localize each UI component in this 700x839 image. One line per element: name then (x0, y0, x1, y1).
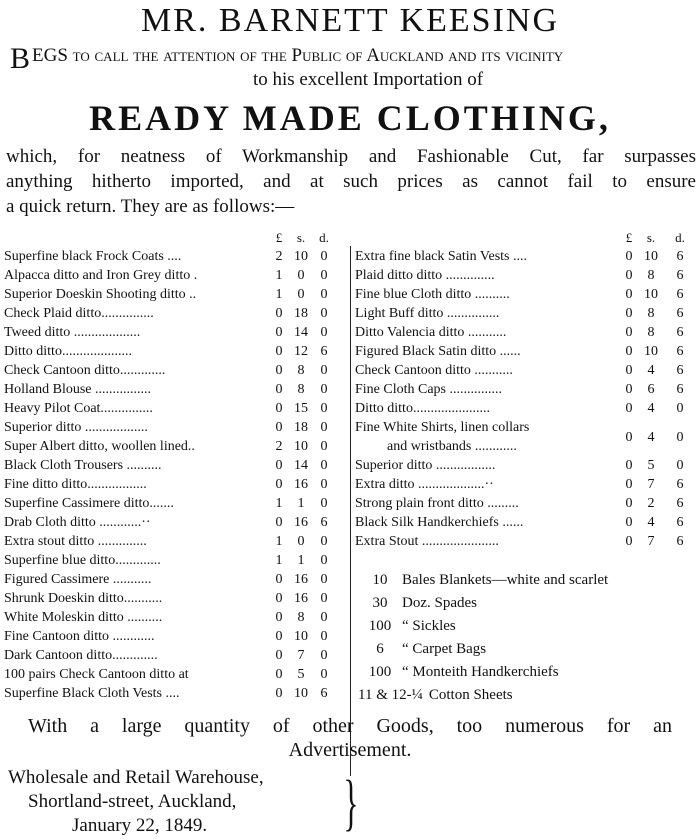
price-pounds: 0 (625, 363, 633, 378)
item-name (355, 304, 620, 323)
price-shillings: 12 (294, 344, 308, 359)
price-pence: 0 (320, 591, 328, 606)
item-name (4, 589, 270, 608)
price-shillings: 10 (294, 629, 308, 644)
item-name-text: Ditto ditto...................... (355, 401, 490, 416)
item-name-text: Superior ditto ................. (355, 458, 496, 473)
item-name (355, 475, 620, 494)
price-pounds: 0 (625, 306, 633, 321)
price-shillings: 18 (294, 420, 308, 435)
item-name-text: Extra stout ditto .............. (4, 534, 147, 549)
item-name (4, 399, 270, 418)
price-pounds: 2 (275, 249, 283, 264)
price-shillings: 4 (647, 515, 655, 530)
header-pounds: £ (625, 230, 633, 245)
footer-note (0, 714, 700, 762)
price-pence: 0 (320, 363, 328, 378)
item-name-text: Black Silk Handkerchiefs ...... (355, 515, 524, 530)
price-pounds: 0 (625, 325, 633, 340)
price-pence: 0 (320, 458, 328, 473)
description-line: a quick return. They are as follows:— (6, 196, 295, 217)
price-shillings: 7 (647, 534, 655, 549)
price-pounds: 0 (275, 344, 283, 359)
price-shillings: 15 (294, 401, 308, 416)
price-shillings: 16 (294, 572, 308, 587)
price-pounds: 0 (625, 249, 633, 264)
item-name-text: Fine Cloth Caps ............... (355, 382, 503, 397)
headline: READY MADE CLOTHING, (89, 98, 611, 138)
price-shillings: 10 (294, 249, 308, 264)
price-pounds: 0 (275, 629, 283, 644)
price-shillings: 4 (647, 429, 655, 445)
item-name-text: White Moleskin ditto .......... (4, 610, 163, 625)
price-shillings: 0 (297, 534, 305, 549)
left-price-table (4, 228, 334, 703)
item-name (355, 513, 620, 532)
price-pence: 6 (676, 477, 684, 492)
footer-line-2: Advertisement. (288, 739, 412, 761)
price-pounds: 0 (275, 325, 283, 340)
item-name (4, 437, 270, 456)
item-name (4, 380, 270, 399)
item-name-text: Fine ditto ditto................. (4, 477, 147, 492)
price-pence: 0 (320, 249, 328, 264)
item-name (355, 494, 620, 513)
price-row (4, 456, 334, 475)
item-name (4, 646, 270, 665)
item-name-text: Extra Stout ...................... (355, 534, 499, 549)
price-row (4, 380, 334, 399)
goods-quantity: 6 (376, 641, 384, 657)
price-pounds: 1 (275, 496, 283, 511)
item-name (355, 399, 620, 418)
price-pounds: 0 (625, 515, 633, 530)
goods-quantity: 30 (372, 595, 388, 611)
footer-line-1: With a large quantity of other Goods, too numerous for an (28, 715, 672, 737)
price-pounds: 0 (275, 477, 283, 492)
item-name (4, 684, 270, 703)
price-row (355, 266, 696, 285)
price-pounds: 1 (275, 534, 283, 549)
price-shillings: 8 (647, 325, 655, 340)
price-row (355, 494, 696, 513)
price-pounds: 0 (625, 401, 633, 416)
advertiser-title: MR. BARNETT KEESING (141, 2, 559, 39)
price-pence: 0 (320, 667, 328, 682)
price-shillings: 10 (644, 287, 658, 302)
item-name (4, 551, 270, 570)
item-name (4, 266, 270, 285)
price-pounds: 0 (625, 268, 633, 283)
price-shillings: 4 (647, 401, 655, 416)
price-pence: 0 (320, 439, 328, 454)
price-pence: 6 (320, 686, 328, 701)
price-row (4, 551, 334, 570)
price-shillings: 5 (647, 458, 655, 473)
price-row (4, 304, 334, 323)
item-name (4, 665, 270, 684)
item-name-text: Superfine blue ditto............. (4, 553, 161, 568)
item-name (4, 456, 270, 475)
goods-line (358, 661, 608, 684)
goods-description: “ Monteith Handkerchiefs (402, 664, 559, 680)
item-name (355, 380, 620, 399)
price-row (4, 646, 334, 665)
goods-description: “ Carpet Bags (402, 641, 487, 657)
price-pence: 6 (676, 306, 684, 321)
price-row (355, 342, 696, 361)
item-name-text: Superfine black Frock Coats .... (4, 249, 182, 264)
price-pounds: 0 (275, 306, 283, 321)
goods-line (358, 684, 608, 707)
price-shillings: 8 (297, 610, 305, 625)
price-pounds: 0 (275, 648, 283, 663)
goods-quantity: 10 (372, 572, 388, 588)
price-pence: 6 (676, 534, 684, 549)
item-name (355, 456, 620, 475)
price-row (4, 665, 334, 684)
item-name (355, 323, 620, 342)
price-pounds: 1 (275, 268, 283, 283)
goods-line (358, 638, 608, 661)
price-shillings: 16 (294, 515, 308, 530)
price-shillings: 8 (297, 363, 305, 378)
header-pence: d. (675, 230, 685, 245)
price-pence: 0 (320, 325, 328, 340)
price-row (355, 456, 696, 475)
goods-quantity: 100 (368, 618, 392, 634)
price-shillings: 4 (647, 363, 655, 378)
price-pence: 0 (320, 306, 328, 321)
price-row (4, 285, 334, 304)
item-name (4, 475, 270, 494)
price-shillings: 8 (647, 306, 655, 321)
price-shillings: 14 (294, 325, 308, 340)
item-name-text: Shrunk Doeskin ditto........... (4, 591, 163, 606)
item-name-text: Holland Blouse ................ (4, 382, 151, 397)
item-name-text: Figured Cassimere ........... (4, 572, 152, 587)
item-name-text: Superior Doeskin Shooting ditto .. (4, 287, 197, 302)
price-pounds: 0 (275, 458, 283, 473)
price-pounds: 2 (275, 439, 283, 454)
price-shillings: 18 (294, 306, 308, 321)
price-shillings: 7 (647, 477, 655, 492)
price-shillings: 0 (297, 287, 305, 302)
price-row (4, 684, 334, 703)
price-pence: 0 (320, 382, 328, 397)
item-name-text: Fine blue Cloth ditto .......... (355, 287, 510, 302)
item-name (355, 285, 620, 304)
brace-symbol: } (343, 769, 359, 837)
item-name-text: Superfine Black Cloth Vests .... (4, 686, 180, 701)
price-shillings: 14 (294, 458, 308, 473)
item-name (355, 532, 620, 551)
price-row (4, 475, 334, 494)
price-pence: 6 (676, 344, 684, 359)
price-pence: 6 (320, 344, 328, 359)
price-row (355, 323, 696, 342)
price-pence: 6 (676, 382, 684, 397)
price-header-row (4, 228, 334, 247)
address-block (8, 766, 264, 838)
price-header-row (355, 228, 696, 247)
item-name (4, 285, 270, 304)
item-name-text: Drab Cloth ditto ............·· (4, 515, 151, 530)
address-line: Wholesale and Retail Warehouse, (8, 767, 264, 788)
price-pounds: 0 (625, 287, 633, 302)
price-pence: 6 (676, 268, 684, 283)
header-spacer (4, 228, 270, 247)
price-shillings: 10 (294, 686, 308, 701)
price-pounds: 0 (625, 429, 633, 445)
price-row (4, 494, 334, 513)
item-name-text: Superfine Cassimere ditto....... (4, 496, 174, 511)
price-row (355, 399, 696, 418)
header-shillings: s. (296, 230, 306, 245)
price-pounds: 0 (625, 458, 633, 473)
price-shillings: 6 (647, 382, 655, 397)
price-pence: 6 (676, 496, 684, 511)
item-name-text: 100 pairs Check Cantoon ditto at (4, 667, 189, 682)
item-name-text: Alpacca ditto and Iron Grey ditto . (4, 268, 198, 283)
price-shillings: 1 (297, 496, 305, 511)
goods-line (358, 592, 608, 615)
price-pounds: 0 (625, 344, 633, 359)
description-line: which, for neatness of Workmanship and Fashionable Cut, far surpasses (6, 146, 696, 167)
item-name-text: and wristbands ............ (387, 439, 517, 454)
price-shillings: 0 (297, 268, 305, 283)
goods-description: Cotton Sheets (428, 687, 513, 703)
price-pence: 0 (320, 268, 328, 283)
price-row (4, 513, 334, 532)
price-pence: 0 (320, 629, 328, 644)
price-shillings: 10 (644, 249, 658, 264)
item-name (4, 532, 270, 551)
item-name (4, 342, 270, 361)
price-pence: 0 (320, 610, 328, 625)
item-name-text: Fine White Shirts, linen collars (355, 420, 530, 435)
price-pence: 6 (320, 515, 328, 530)
price-pence: 0 (320, 477, 328, 492)
item-name-text: Black Cloth Trousers .......... (4, 458, 162, 473)
drop-cap: B (10, 42, 31, 75)
price-row (4, 266, 334, 285)
price-shillings: 8 (647, 268, 655, 283)
price-shillings: 10 (644, 344, 658, 359)
item-name-text: Extra ditto ...................·· (355, 477, 494, 492)
item-name-text: Ditto ditto.................... (4, 344, 132, 359)
item-name (4, 418, 270, 437)
price-row (4, 418, 334, 437)
item-name (4, 627, 270, 646)
price-pence: 0 (320, 287, 328, 302)
price-pence: 6 (676, 325, 684, 340)
price-row (355, 247, 696, 266)
item-name (4, 361, 270, 380)
price-pounds: 0 (625, 496, 633, 511)
item-name-text: Heavy Pilot Coat............... (4, 401, 153, 416)
item-name-text: Super Albert ditto, woollen lined.. (4, 439, 195, 454)
price-row (355, 361, 696, 380)
price-pence: 6 (676, 249, 684, 264)
goods-description: Bales Blankets—white and scarlet (402, 572, 609, 588)
price-row (355, 304, 696, 323)
bulk-goods-list (358, 569, 608, 707)
item-name-text: Plaid ditto ditto .............. (355, 268, 495, 283)
price-pence: 0 (320, 572, 328, 587)
item-name (4, 323, 270, 342)
header-shillings: s. (646, 230, 656, 245)
price-row (4, 342, 334, 361)
price-pounds: 0 (275, 667, 283, 682)
price-pounds: 0 (275, 610, 283, 625)
item-name (4, 494, 270, 513)
item-name (4, 570, 270, 589)
item-name (355, 418, 620, 456)
price-shillings: 5 (297, 667, 305, 682)
description-line: anything hitherto imported, and at such prices as cannot fail to ensure (6, 171, 696, 192)
price-pence: 0 (676, 429, 684, 445)
header-spacer (355, 228, 620, 247)
price-shillings: 8 (297, 382, 305, 397)
price-pence: 0 (320, 648, 328, 663)
price-pence: 0 (320, 553, 328, 568)
price-pence: 0 (320, 420, 328, 435)
price-pounds: 1 (275, 553, 283, 568)
item-name-text: Tweed ditto ................... (4, 325, 141, 340)
goods-line (358, 569, 608, 592)
intro-line-1: EGS to call the attention of the Public of Auckland and its vicinity (32, 45, 564, 66)
price-row (4, 570, 334, 589)
item-name-text: Check Cantoon ditto............. (4, 363, 166, 378)
item-name-text: Figured Black Satin ditto ...... (355, 344, 521, 359)
price-pence: 0 (320, 496, 328, 511)
price-row (4, 399, 334, 418)
price-pounds: 0 (275, 572, 283, 587)
goods-quantity: 11 & 12-¼ (358, 687, 423, 703)
description (6, 144, 696, 219)
price-pence: 0 (320, 534, 328, 549)
price-row (4, 437, 334, 456)
goods-line (358, 615, 608, 638)
price-row (4, 532, 334, 551)
price-row (355, 418, 696, 456)
price-row (355, 513, 696, 532)
item-name-text: Superior ditto .................. (4, 420, 148, 435)
goods-description: Doz. Spades (402, 595, 477, 611)
price-pounds: 0 (275, 591, 283, 606)
price-pounds: 0 (275, 401, 283, 416)
price-pence: 6 (676, 363, 684, 378)
intro-line-2: to his excellent Importation of (252, 69, 484, 90)
item-name-text: Check Cantoon ditto ........... (355, 363, 513, 378)
price-pence: 0 (676, 401, 684, 416)
price-row (4, 361, 334, 380)
item-name-text: Fine Cantoon ditto ............ (4, 629, 155, 644)
header-pence: d. (319, 230, 329, 245)
price-shillings: 16 (294, 477, 308, 492)
address-line: January 22, 1849. (72, 815, 208, 836)
price-shillings: 16 (294, 591, 308, 606)
address-line: Shortland-street, Auckland, (28, 791, 237, 812)
item-name-text: Strong plain front ditto ......... (355, 496, 519, 511)
price-shillings: 7 (297, 648, 305, 663)
item-name (4, 247, 270, 266)
intro-paragraph (10, 44, 696, 92)
price-shillings: 1 (297, 553, 305, 568)
right-price-table (355, 228, 696, 551)
left-price-column (4, 228, 334, 703)
item-name (355, 266, 620, 285)
item-name (4, 608, 270, 627)
price-pounds: 1 (275, 287, 283, 302)
price-pounds: 0 (275, 515, 283, 530)
price-pence: 0 (676, 458, 684, 473)
price-row (4, 608, 334, 627)
price-pounds: 0 (275, 382, 283, 397)
price-row (4, 323, 334, 342)
price-pence: 6 (676, 515, 684, 530)
price-row (355, 380, 696, 399)
right-price-column (355, 228, 696, 551)
item-name (4, 304, 270, 323)
price-pounds: 0 (625, 382, 633, 397)
price-row (4, 247, 334, 266)
price-pounds: 0 (625, 534, 633, 549)
price-pounds: 0 (625, 477, 633, 492)
item-name-text: Dark Cantoon ditto............. (4, 648, 158, 663)
item-name (4, 513, 270, 532)
item-name-text: Extra fine black Satin Vests .... (355, 249, 527, 264)
item-name (355, 247, 620, 266)
price-pounds: 0 (275, 686, 283, 701)
item-name (355, 342, 620, 361)
price-row (355, 532, 696, 551)
price-row (355, 475, 696, 494)
header-pounds: £ (275, 230, 283, 245)
price-row (4, 627, 334, 646)
price-row (4, 589, 334, 608)
item-name-text: Light Buff ditto ............... (355, 306, 500, 321)
price-pence: 0 (320, 401, 328, 416)
goods-description: “ Sickles (402, 618, 456, 634)
item-name-text: Ditto Valencia ditto ........... (355, 325, 507, 340)
column-divider (350, 246, 351, 776)
goods-quantity: 100 (368, 664, 392, 680)
price-pence: 6 (676, 287, 684, 302)
price-pounds: 0 (275, 420, 283, 435)
item-name (355, 361, 620, 380)
price-row (355, 285, 696, 304)
price-shillings: 2 (647, 496, 655, 511)
price-pounds: 0 (275, 363, 283, 378)
price-shillings: 10 (294, 439, 308, 454)
item-name-text: Check Plaid ditto............... (4, 306, 154, 321)
